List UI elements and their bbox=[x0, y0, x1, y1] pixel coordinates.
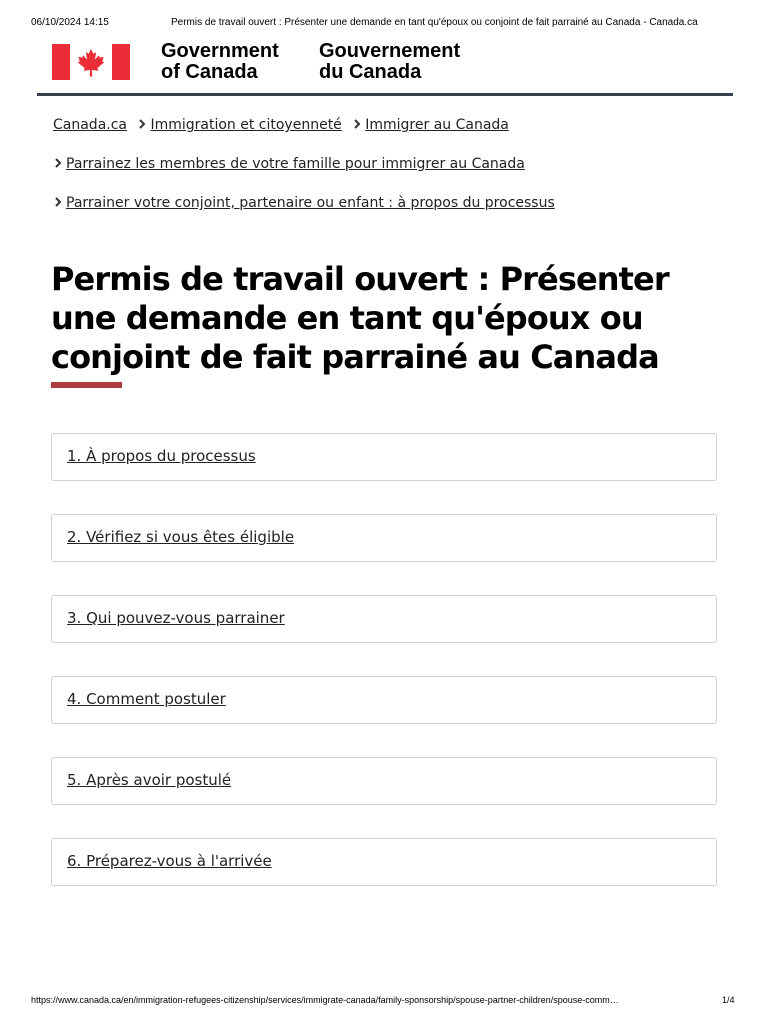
step-link-how-to-apply[interactable]: 4. Comment postuler bbox=[67, 690, 226, 708]
signature-english-line2: of Canada bbox=[161, 61, 258, 83]
signature-english-line1: Government bbox=[161, 40, 279, 62]
step-item-after-applying[interactable] bbox=[51, 757, 717, 805]
print-datetime: 06/10/2024 14:15 bbox=[31, 17, 109, 28]
print-url: https://www.canada.ca/en/immigration-refugees-citizenship/services/immigrate-canada/family-sponsorship/spouse-partner-children/spouse-comm… bbox=[31, 995, 619, 1005]
step-item-about-process[interactable] bbox=[51, 433, 717, 481]
breadcrumb-item-canada bbox=[53, 114, 127, 136]
breadcrumb-row-1 bbox=[53, 114, 515, 136]
signature-french-line1: Gouvernement bbox=[319, 40, 461, 62]
title-underline-accent bbox=[51, 382, 122, 388]
page-title: Permis de travail ouvert : Présenter une demande en tant qu'époux ou conjoint de fait parrainé au Canada bbox=[51, 260, 669, 376]
chevron-right-icon bbox=[137, 119, 147, 129]
signature-french bbox=[319, 41, 460, 83]
chevron-right-icon bbox=[53, 197, 63, 207]
step-item-how-to-apply[interactable] bbox=[51, 676, 717, 724]
breadcrumb-row-2 bbox=[53, 153, 525, 175]
print-page-indicator: 1/4 bbox=[722, 995, 735, 1005]
chevron-right-icon bbox=[352, 119, 362, 129]
step-item-check-eligibility[interactable] bbox=[51, 514, 717, 562]
step-item-who-can-sponsor[interactable] bbox=[51, 595, 717, 643]
step-link-who-can-sponsor[interactable]: 3. Qui pouvez-vous parrainer bbox=[67, 609, 285, 627]
step-link-prepare-arrival[interactable]: 6. Préparez-vous à l'arrivée bbox=[67, 852, 272, 870]
breadcrumb-link-canada[interactable]: Canada.ca bbox=[53, 117, 127, 133]
print-footer bbox=[0, 995, 768, 1009]
breadcrumb-row-3 bbox=[53, 192, 555, 214]
canada-flag-icon[interactable] bbox=[52, 44, 130, 80]
breadcrumb-link-parrainez-famille[interactable]: Parrainez les membres de votre famille pour immigrer au Canada bbox=[66, 156, 525, 172]
print-header bbox=[0, 17, 768, 31]
step-item-prepare-arrival[interactable] bbox=[51, 838, 717, 886]
step-link-about-process[interactable]: 1. À propos du processus bbox=[67, 447, 256, 465]
breadcrumb-link-immigration[interactable]: Immigration et citoyenneté bbox=[150, 117, 342, 133]
breadcrumb-item-immigrer bbox=[352, 114, 509, 136]
breadcrumb-link-immigrer[interactable]: Immigrer au Canada bbox=[365, 117, 509, 133]
signature-english bbox=[161, 41, 279, 83]
chevron-right-icon bbox=[53, 158, 63, 168]
step-link-after-applying[interactable]: 5. Après avoir postulé bbox=[67, 771, 232, 789]
breadcrumb-link-parrainer-conjoint[interactable]: Parrainer votre conjoint, partenaire ou enfant : à propos du processus bbox=[66, 195, 555, 211]
breadcrumb-item-immigration bbox=[137, 114, 341, 136]
print-document-title: Permis de travail ouvert : Présenter une demande en tant qu'époux ou conjoint de fait parrainé au Canada - Canada.ca bbox=[171, 17, 698, 28]
signature-french-line2: du Canada bbox=[319, 61, 422, 83]
step-link-check-eligibility[interactable]: 2. Vérifiez si vous êtes éligible bbox=[67, 528, 295, 546]
government-header bbox=[37, 36, 733, 96]
